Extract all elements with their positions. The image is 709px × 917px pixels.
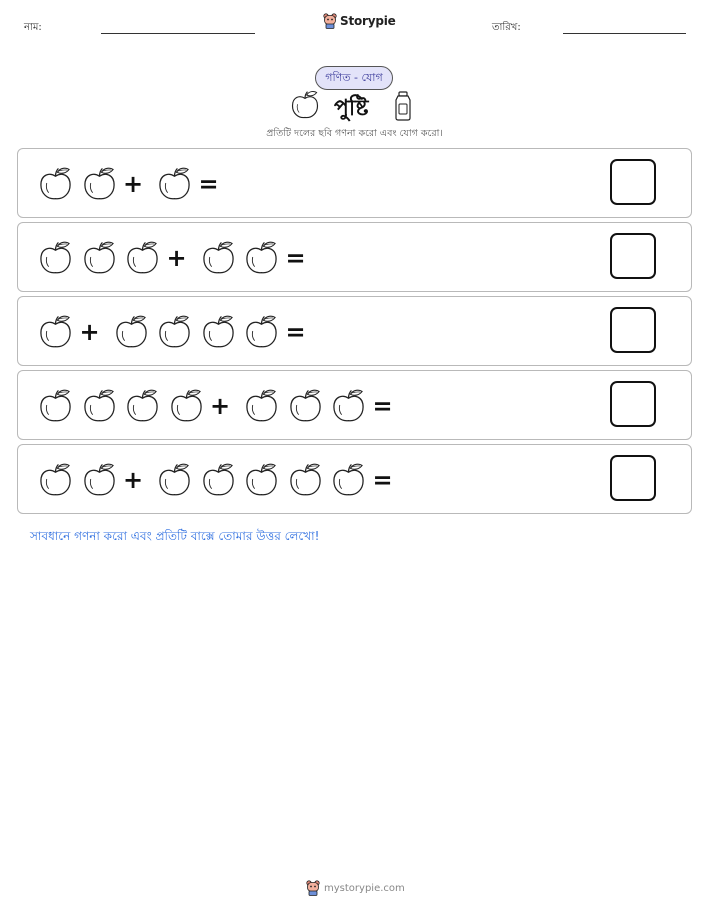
jar-icon [393,91,413,121]
answer-box[interactable] [610,455,656,501]
equals-sign: = [285,318,306,346]
footer-note: সাবধানে গণনা করো এবং প্রতিটি বাক্সে তোমার উত্তর লেখো! [30,529,320,543]
brand-logo [323,13,396,29]
answer-box[interactable] [610,307,656,353]
apple-icon [82,445,117,515]
problem-row [17,148,692,218]
name-field[interactable] [101,33,255,34]
equals-sign: = [372,392,393,420]
bear-mascot-icon [306,880,320,896]
plus-sign: + [79,318,100,346]
apple-icon [331,371,366,441]
apple-icon [38,371,73,441]
date-label: তারিখ: [492,22,521,33]
apple-icon [125,371,160,441]
apple-icon [288,445,323,515]
subject-tag: গণিত - যোগ [315,66,393,90]
apple-icon [244,371,279,441]
problem-row [17,370,692,440]
problem-row [17,444,692,514]
apple-icon [82,371,117,441]
apple-icon [169,371,204,441]
apple-icon [244,445,279,515]
equals-sign: = [198,170,219,198]
apple-icon [82,149,117,219]
answer-box[interactable] [610,381,656,427]
apple-icon [38,223,73,293]
name-label: নাম: [24,22,42,33]
apple-icon [201,445,236,515]
plus-sign: + [123,170,144,198]
instruction-text: প্রতিটি দলের ছবি গণনা করো এবং যোগ করো। [266,128,443,139]
date-field[interactable] [563,33,686,34]
apple-icon [114,297,149,367]
answer-box[interactable] [610,233,656,279]
apple-icon [288,371,323,441]
apple-icon [244,223,279,293]
page-title: পুষ্টি [334,96,369,121]
bear-mascot-icon [323,13,337,29]
apple-icon [157,445,192,515]
problem-row [17,296,692,366]
apple-icon [201,223,236,293]
title-row [0,90,709,122]
apple-icon [201,297,236,367]
apple-icon [244,297,279,367]
apple-icon [290,90,320,120]
apple-icon [125,223,160,293]
problem-row [17,222,692,292]
site-footer [306,880,405,896]
apple-icon [38,445,73,515]
apple-icon [157,297,192,367]
answer-box[interactable] [610,159,656,205]
apple-icon [82,223,117,293]
apple-icon [38,297,73,367]
plus-sign: + [166,244,187,272]
site-url: mystorypie.com [324,882,405,894]
plus-sign: + [123,466,144,494]
equals-sign: = [285,244,306,272]
equals-sign: = [372,466,393,494]
apple-icon [157,149,192,219]
apple-icon [331,445,366,515]
brand-name: Storypie [340,14,396,28]
plus-sign: + [210,392,231,420]
apple-icon [38,149,73,219]
